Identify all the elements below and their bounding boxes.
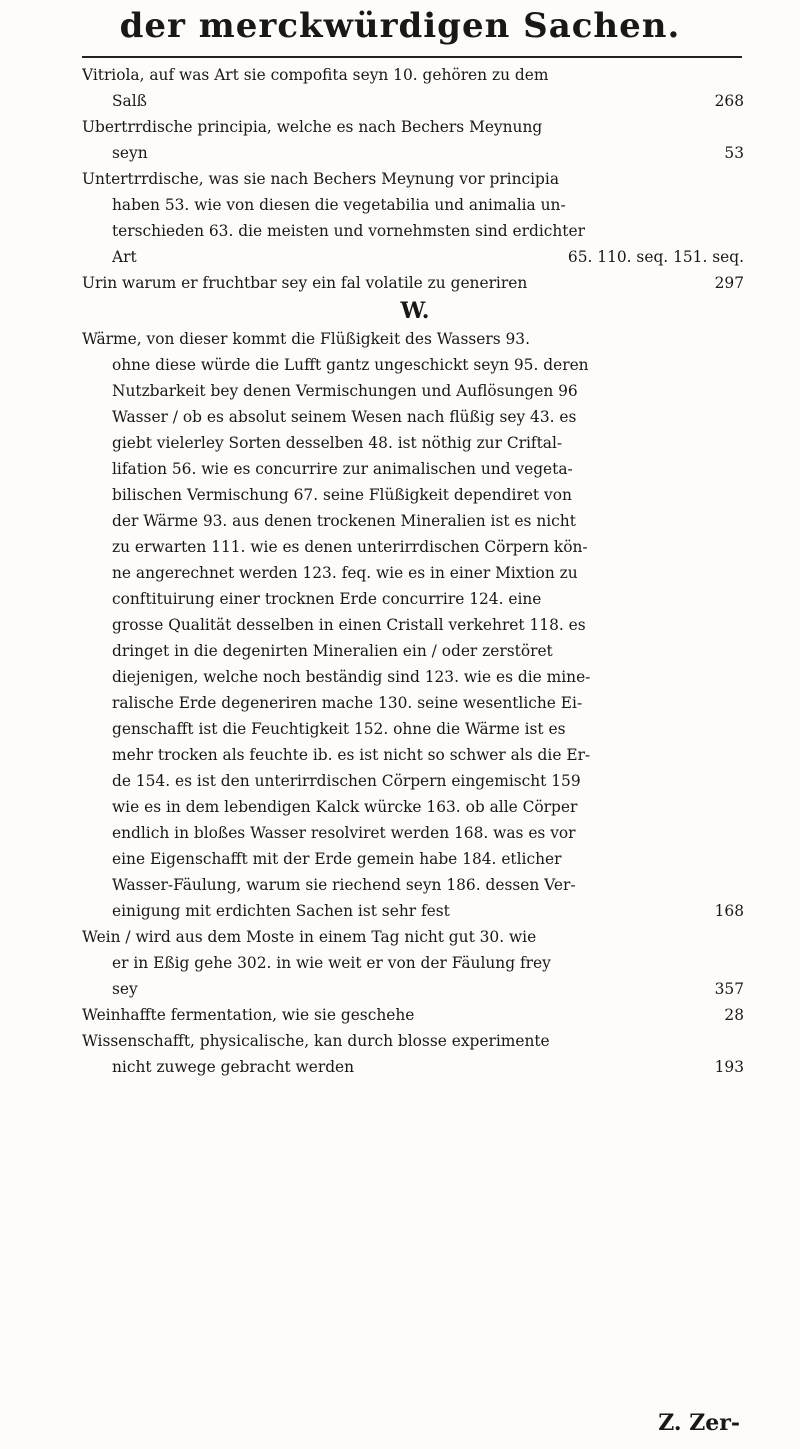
index-line [82,244,748,270]
index-entries-u [82,62,748,296]
page-reference: 193 [714,1058,744,1076]
index-line [82,924,748,950]
entry-text: bilischen Vermischung 67. seine Flüßigkeit dependiret von [112,486,572,504]
paragraph-line [82,508,748,534]
index-line [82,88,748,114]
index-line [82,114,748,140]
entry-text: sey [112,980,138,998]
index-entry-waerme-wasser [82,326,748,924]
entry-text: Art [112,248,137,266]
paragraph-line [82,612,748,638]
index-line [82,950,748,976]
entry-text: diejenigen, welche noch beständig sind 123. wie es die mine- [112,668,591,686]
entry-text: ohne diese würde die Lufft gantz ungeschickt seyn 95. deren [112,356,589,374]
paragraph-line [82,820,748,846]
paragraph-line [82,404,748,430]
paragraph-line [82,456,748,482]
entry-text: ne angerechnet werden 123. feq. wie es in einer Mixtion zu [112,564,578,582]
paragraph-line [82,534,748,560]
entry-text: zu erwarten 111. wie es denen unterirrdischen Cörpern kön- [112,538,588,556]
paragraph-line [82,794,748,820]
index-entries-w [82,924,748,1080]
header-rule [82,56,742,58]
paragraph-line [82,560,748,586]
index-line [82,140,748,166]
index-line [82,192,748,218]
paragraph-line [82,664,748,690]
entry-text: wie es in dem lebendigen Kalck würcke 163. ob alle Cörper [112,798,578,816]
index-line [82,218,748,244]
entry-text: Wasser-Fäulung, warum sie riechend seyn 186. dessen Ver- [112,876,576,894]
entry-text: endlich in bloßes Wasser resolviret werden 168. was es vor [112,824,576,842]
paragraph-line [82,872,748,898]
entry-text: nicht zuwege gebracht werden [112,1058,355,1076]
entry-text: Nutzbarkeit bey denen Vermischungen und Auflösungen 96 [112,382,578,400]
paragraph-line [82,768,748,794]
entry-text: giebt vielerley Sorten desselben 48. ist nöthig zur Criftal- [112,434,563,452]
entry-text: dringet in die degenirten Mineralien ein / oder zerstöret [112,642,553,660]
entry-text: Weinhaffte fermentation, wie sie geschehe [82,1006,415,1024]
entry-text: ralische Erde degeneriren mache 130. seine wesentliche Ei- [112,694,583,712]
entry-text: conftituirung einer trocknen Erde concurrire 124. eine [112,590,542,608]
index-line [82,166,748,192]
page-reference: 297 [714,274,744,292]
page-reference: 53 [724,144,744,162]
entry-text: de 154. es ist den unterirrdischen Cörpern eingemischt 159 [112,772,581,790]
entry-text: Wein / wird aus dem Moste in einem Tag nicht gut 30. wie [82,928,537,946]
entry-text: mehr trocken als feuchte ib. es ist nicht so schwer als die Er- [112,746,591,764]
entry-text: eine Eigenschafft mit der Erde gemein habe 184. etlicher [112,850,562,868]
entry-text: lifation 56. wie es concurrire zur animalischen und vegeta- [112,460,573,478]
entry-text: Salß [112,92,147,110]
paragraph-line [82,742,748,768]
paragraph-line [82,326,748,352]
page-reference: 268 [714,92,744,110]
entry-text: seyn [112,144,148,162]
index-body [82,62,748,1080]
paragraph-line [82,716,748,742]
index-line [82,976,748,1002]
page-reference: 357 [714,980,744,998]
entry-text: er in Eßig gehe 302. in wie weit er von der Fäulung frey [112,954,551,972]
section-letter: W. [400,298,430,324]
paragraph-line [82,378,748,404]
index-line [82,1054,748,1080]
paragraph-line [82,898,748,924]
entry-text: Ubertrrdische principia, welche es nach Bechers Meynung [82,118,543,136]
paragraph-line [82,430,748,456]
entry-text: haben 53. wie von diesen die vegetabilia und animalia un- [112,196,566,214]
entry-text: terschieden 63. die meisten und vornehmsten sind erdichter [112,222,585,240]
entry-text: Wasser / ob es absolut seinem Wesen nach flüßig sey 43. es [112,408,577,426]
index-line [82,62,748,88]
paragraph-line [82,482,748,508]
entry-text: Wissenschafft, physicalische, kan durch blosse experimente [82,1032,550,1050]
catchword: Z. Zer- [658,1410,740,1436]
paragraph-line [82,586,748,612]
index-line [82,1028,748,1054]
page-reference: 28 [724,1006,744,1024]
entry-text: Vitriola, auf was Art sie compofita seyn 10. gehören zu dem [82,66,549,84]
entry-text: Wärme, von dieser kommt die Flüßigkeit des Wassers 93. [82,330,530,348]
page-reference: 65. 110. seq. 151. seq. [567,248,744,266]
entry-text: einigung mit erdichten Sachen ist sehr fest [112,902,450,920]
paragraph-line [82,352,748,378]
paragraph-line [82,846,748,872]
paragraph-line [82,638,748,664]
entry-text: genschafft ist die Feuchtigkeit 152. ohne die Wärme ist es [112,720,566,738]
page-reference: 168 [714,902,744,920]
entry-text: Untertrrdische, was sie nach Bechers Meynung vor principia [82,170,559,188]
entry-text: der Wärme 93. aus denen trockenen Mineralien ist es nicht [112,512,576,530]
index-line [82,1002,748,1028]
paragraph-line [82,690,748,716]
index-line [82,270,748,296]
running-head: der merckwürdigen Sachen. [119,6,681,46]
entry-text: Urin warum er fruchtbar sey ein fal volatile zu generiren [82,274,528,292]
entry-text: grosse Qualität desselben in einen Cristall verkehret 118. es [112,616,586,634]
